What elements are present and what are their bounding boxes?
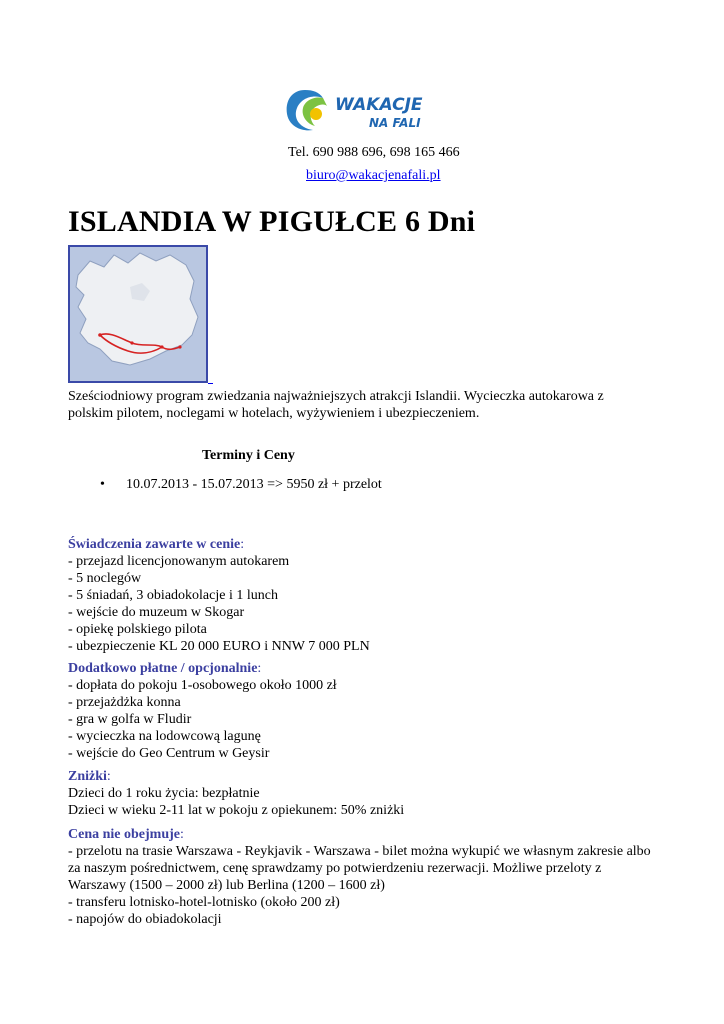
page-title: ISLANDIA W PIGUŁCE 6 Dni [68, 205, 476, 238]
intro-paragraph: Sześciodniowy program zwiedzania najważniejszych atrakcji Islandii. Wycieczka autokarowa z polskim pilotem, noclegami w hotelach, wyżywieniem i ubezpieczeniem. [68, 389, 604, 421]
list-item: Dzieci w wieku 2-11 lat w pokoju z opiekunem: 50% zniżki [68, 803, 405, 818]
included-title: Świadczenia zawarte w cenie [68, 537, 241, 552]
included-colon: : [240, 537, 245, 552]
list-item: Dzieci do 1 roku życia: bezpłatnie [68, 786, 260, 801]
extras-title: Dodatkowo płatne / opcjonalnie [68, 661, 258, 676]
included-section [68, 536, 370, 655]
wave-logo-icon [287, 90, 327, 130]
list-item: - ubezpieczenie KL 20 000 EURO i NNW 7 000 PLN [68, 639, 370, 654]
bullet-icon: • [100, 477, 105, 492]
extras-colon: : [257, 661, 262, 676]
discounts-title: Zniżki [68, 769, 107, 784]
list-item: - wejście do Geo Centrum w Geysir [68, 746, 270, 761]
list-item: - 5 noclegów [68, 571, 142, 586]
list-item: - wejście do muzeum w Skogar [68, 605, 245, 620]
map-link-underline[interactable] [208, 382, 213, 384]
list-item: - przejazd licencjonowanym autokarem [68, 554, 290, 569]
list-item: - transferu lotnisko-hotel-lotnisko (około 200 zł) [68, 895, 340, 910]
excluded-colon: : [180, 827, 184, 842]
term-list-item [100, 476, 382, 493]
list-item: - dopłata do pokoju 1-osobowego około 1000 zł [68, 678, 337, 693]
logo-line1: WAKACJE [335, 95, 423, 115]
discounts-colon: : [106, 769, 111, 784]
excluded-section [68, 826, 658, 928]
list-item: - wycieczka na lodowcową lagunę [68, 729, 261, 744]
discounts-section [68, 768, 404, 819]
list-item: - gra w golfa w Fludir [68, 712, 192, 727]
terms-heading: Terminy i Ceny [202, 448, 295, 463]
iceland-map-image[interactable] [68, 245, 208, 383]
logo-line2: NA FALI [369, 116, 421, 130]
contact-email-link[interactable]: biuro@wakacjenafali.pl [306, 168, 441, 183]
list-item: - napojów do obiadokolacji [68, 912, 222, 927]
term-text: 10.07.2013 - 15.07.2013 => 5950 zł + przelot [126, 477, 382, 492]
list-item: - przejażdżka konna [68, 695, 181, 710]
extras-section [68, 660, 337, 762]
contact-phone: Tel. 690 988 696, 698 165 466 [288, 145, 460, 160]
list-item: - 5 śniadań, 3 obiadokolacje i 1 lunch [68, 588, 278, 603]
excluded-title: Cena nie obejmuje [68, 827, 180, 842]
company-logo [283, 86, 457, 134]
list-item: - opiekę polskiego pilota [68, 622, 207, 637]
list-item: - przelotu na trasie Warszawa - Reykjavik - Warszawa - bilet można wykupić we własnym zakresie albo za naszym pośrednictwem, cenę sprawdzamy po potwierdzeniu rezerwacji. Możliwe przeloty z Warszawy (1500 – 2000 zł) lub Berlina (1200 – 1600 zł) [68, 844, 651, 893]
